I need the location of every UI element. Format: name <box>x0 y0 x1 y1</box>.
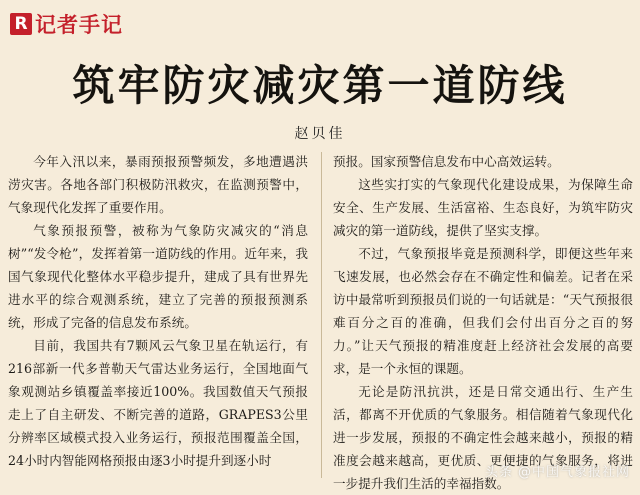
paragraph: 这些实打实的气象现代化建设成果，为保障生命安全、生产发展、生活富裕、生态良好，为筑牢防灾减灾的第一道防线，提供了坚实支撑。 <box>333 177 633 238</box>
paragraph: 无论是防汛抗洪，还是日常交通出行、生产生活，都离不开优质的气象服务。相信随着气象现代化进一步发展，预报的不确定性会越来越小，预报的精准度会越来越高，更优质、更便捷的气象服务，将进一步提升我们生活的幸福指数。 <box>333 384 633 491</box>
article-column-left <box>8 150 308 480</box>
article-headline: 筑牢防灾减灾第一道防线 <box>72 61 568 110</box>
paragraph: 今年入汛以来，暴雨预报预警频发，多地遭遇洪涝灾害。各地各部门积极防汛救灾，在监测预警中，气象现代化发挥了重要作用。 <box>8 154 308 215</box>
paragraph-continuation: 预报。国家预警信息发布中心高效运转。 <box>333 154 560 169</box>
paragraph: 不过，气象预报毕竟是预测科学，即便这些年来飞速发展，也必然会存在不确定性和偏差。记者在采访中最常听到预报员们说的一句话就是：“天气预报很难百分之百的准确，但我们会付出百分之百的努力。”让天气预报的精准度赶上经济社会发展的高要求，是一个永恒的课题。 <box>333 246 633 376</box>
column-badge: R <box>10 13 32 35</box>
source-watermark: 头条 @中国气象报社网 <box>484 465 630 480</box>
column-title: 记者手记 <box>35 13 123 37</box>
article-column-right <box>333 150 633 491</box>
article-byline: 赵贝佳 <box>294 126 346 142</box>
column-header <box>10 10 123 38</box>
paragraph: 气象预报预警，被称为气象防灾减灾的“消息树”“发令枪”，发挥着第一道防线的作用。近年来，我国气象现代化整体水平稳步提升，建成了具有世界先进水平的综合观测系统，建立了完善的预报预测系统，形成了完备的信息发布系统。 <box>8 223 308 330</box>
column-divider <box>321 152 322 478</box>
paragraph: 目前，我国共有7颗风云气象卫星在轨运行，有216部新一代多普勒天气雷达业务运行，全国地面气象观测站乡镇覆盖率接近100%。我国数值天气预报走上了自主研发、不断完善的道路，GRAPES3公里分辨率区域模式投入业务运行，预报范围覆盖全国，24小时内智能网格预报由逐3小时提升到逐小时 <box>8 338 308 468</box>
